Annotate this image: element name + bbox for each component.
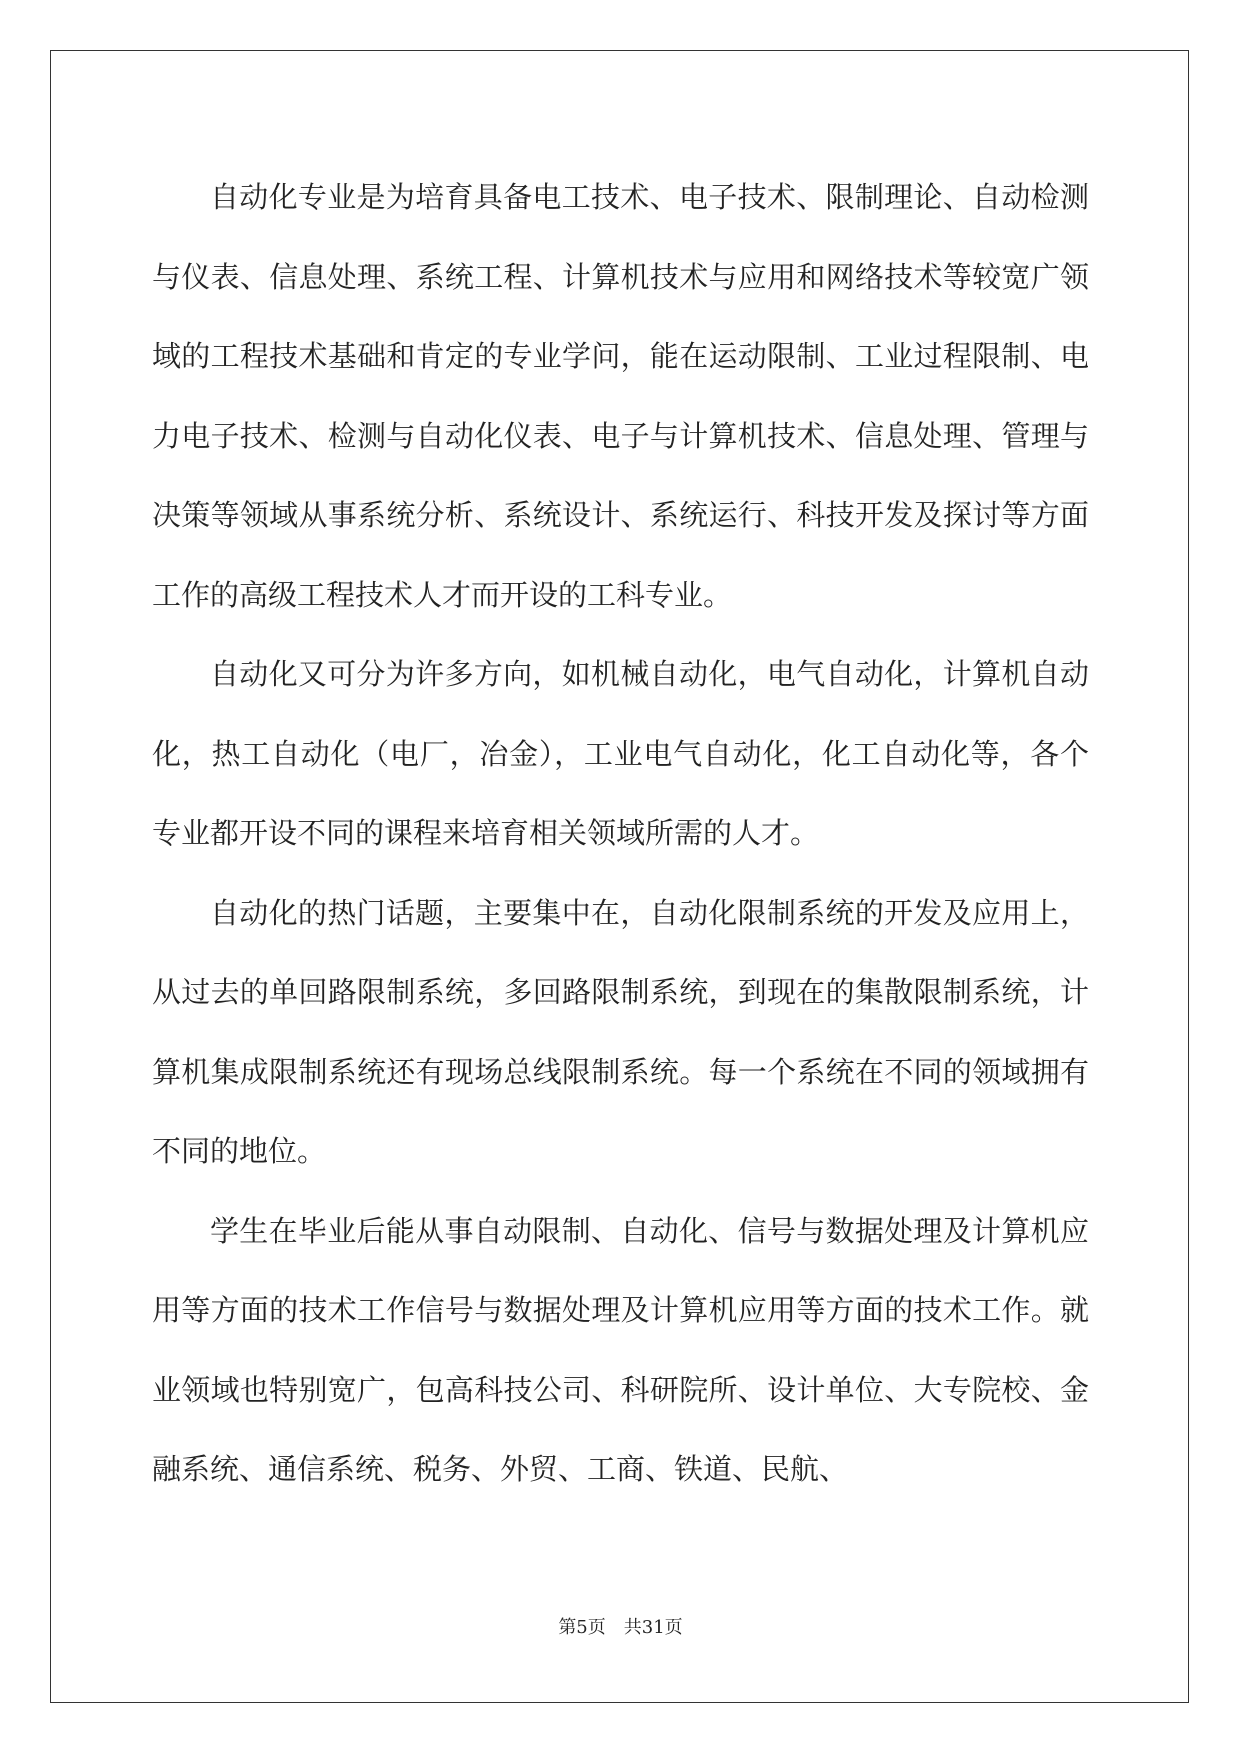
paragraph: 自动化专业是为培育具备电工技术、电子技术、限制理论、自动检测与仪表、信息处理、系统工程、计算机技术与应用和网络技术等较宽广领域的工程技术基础和肯定的专业学问，能在运动限制、工业过程限制、电力电子技术、检测与自动化仪表、电子与计算机技术、信息处理、管理与决策等领域从事系统分析、系统设计、系统运行、科技开发及探讨等方面工作的高级工程技术人才而开设的工科专业。: [152, 180, 1089, 612]
paragraph: 自动化又可分为许多方向，如机械自动化，电气自动化，计算机自动化，热工自动化（电厂，冶金），工业电气自动化，化工自动化等，各个专业都开设不同的课程来培育相关领域所需的人才。: [152, 657, 1089, 850]
paragraph: 自动化的热门话题，主要集中在，自动化限制系统的开发及应用上，从过去的单回路限制系统，多回路限制系统，到现在的集散限制系统，计算机集成限制系统还有现场总线限制系统。每一个系统在不同的领域拥有不同的地位。: [152, 895, 1089, 1168]
paragraph: 学生在毕业后能从事自动限制、自动化、信号与数据处理及计算机应用等方面的技术工作信号与数据处理及计算机应用等方面的技术工作。就业领域也特别宽广，包高科技公司、科研院所、设计单位、大专院校、金融系统、通信系统、税务、外贸、工商、铁道、民航、: [152, 1213, 1089, 1486]
page-footer: [0, 1616, 1241, 1640]
document-body: [152, 158, 1089, 1510]
page-number: 第5页: [558, 1617, 606, 1638]
total-pages: 共31页: [623, 1617, 683, 1638]
